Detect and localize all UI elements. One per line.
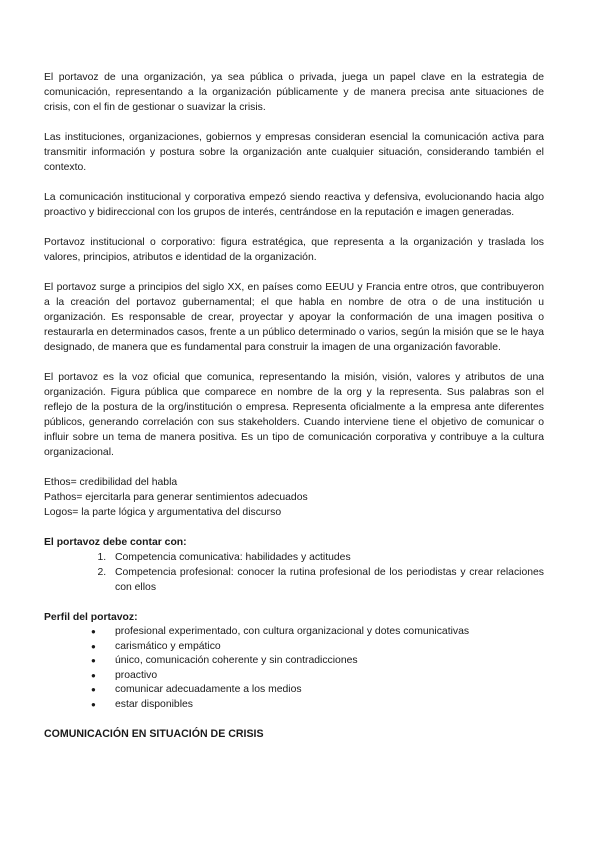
list-item: ● estar disponibles	[109, 698, 544, 713]
list-item: ● profesional experimentado, con cultura organizacional y dotes comunicativas	[109, 625, 544, 640]
requirements-list	[44, 550, 544, 595]
list-item: ● carismático y empático	[109, 640, 544, 655]
paragraph: Las instituciones, organizaciones, gobiernos y empresas consideran esencial la comunicación activa para transmitir información y postura sobre la organización ante cualquier situación, considerando también el contexto.	[44, 132, 544, 173]
paragraph: Portavoz institucional o corporativo: figura estratégica, que representa a la organización y traslada los valores, principios, atributos e identidad de la organización.	[44, 237, 544, 263]
rhetoric-logos: Logos= la parte lógica y argumentativa del discurso	[44, 507, 282, 518]
document-page	[44, 70, 544, 742]
rhetoric-ethos: Ethos= credibilidad del habla	[44, 477, 178, 488]
paragraph: El portavoz surge a principios del siglo XX, en países como EEUU y Francia entre otros, que contribuyeron a la creación del portavoz gubernamental; el que habla en nombre de otra o de una institución u organización. Es responsable de crear, proyectar y apoyar la conformación de una imagen positiva o restaurarla en determinados casos, frente a un público determinado o varios, según la misión que se le haya designado, de manera que es fundamental para construir la imagen de una organización favorable.	[44, 282, 544, 353]
paragraph: El portavoz es la voz oficial que comunica, representando la misión, visión, valores y atributos de una organización. Figura pública que comparece en nombre de la org y la representa. Sus palabras son el reflejo de la postura de la org/institución o empresa. Representa oficialmente a la empresa ante diferentes públicos, generando correlación con sus stakeholders. Cuando interviene tiene el objetivo de comunicar o influir sobre un tema de manera positiva. Es un tipo de comunicación corporativa y contribuye a la cultura organizacional.	[44, 372, 544, 458]
list-item: 1. Competencia comunicativa: habilidades y actitudes	[109, 550, 544, 565]
rhetoric-pathos: Pathos= ejercitarla para generar sentimientos adecuados	[44, 492, 308, 503]
section-title: COMUNICACIÓN EN SITUACIÓN DE CRISIS	[44, 728, 264, 740]
list-item: 2. Competencia profesional: conocer la rutina profesional de los periodistas y crear relaciones con ellos	[109, 565, 544, 595]
requirements-heading: El portavoz debe contar con:	[44, 537, 187, 548]
profile-list	[44, 625, 544, 712]
profile-heading: Perfil del portavoz:	[44, 612, 138, 623]
list-item: ● comunicar adecuadamente a los medios	[109, 683, 544, 698]
list-item: ● único, comunicación coherente y sin contradicciones	[109, 654, 544, 669]
paragraph: El portavoz de una organización, ya sea pública o privada, juega un papel clave en la estrategia de comunicación, representando a la organización públicamente y de manera precisa ante situaciones de crisis, con el fin de gestionar o suavizar la crisis.	[44, 72, 544, 113]
paragraph: La comunicación institucional y corporativa empezó siendo reactiva y defensiva, evolucionando hacia algo proactivo y bidireccional con los grupos de interés, centrándose en la reputación e imagen generadas.	[44, 192, 544, 218]
rhetoric-list	[44, 475, 544, 520]
list-item: ● proactivo	[109, 669, 544, 684]
